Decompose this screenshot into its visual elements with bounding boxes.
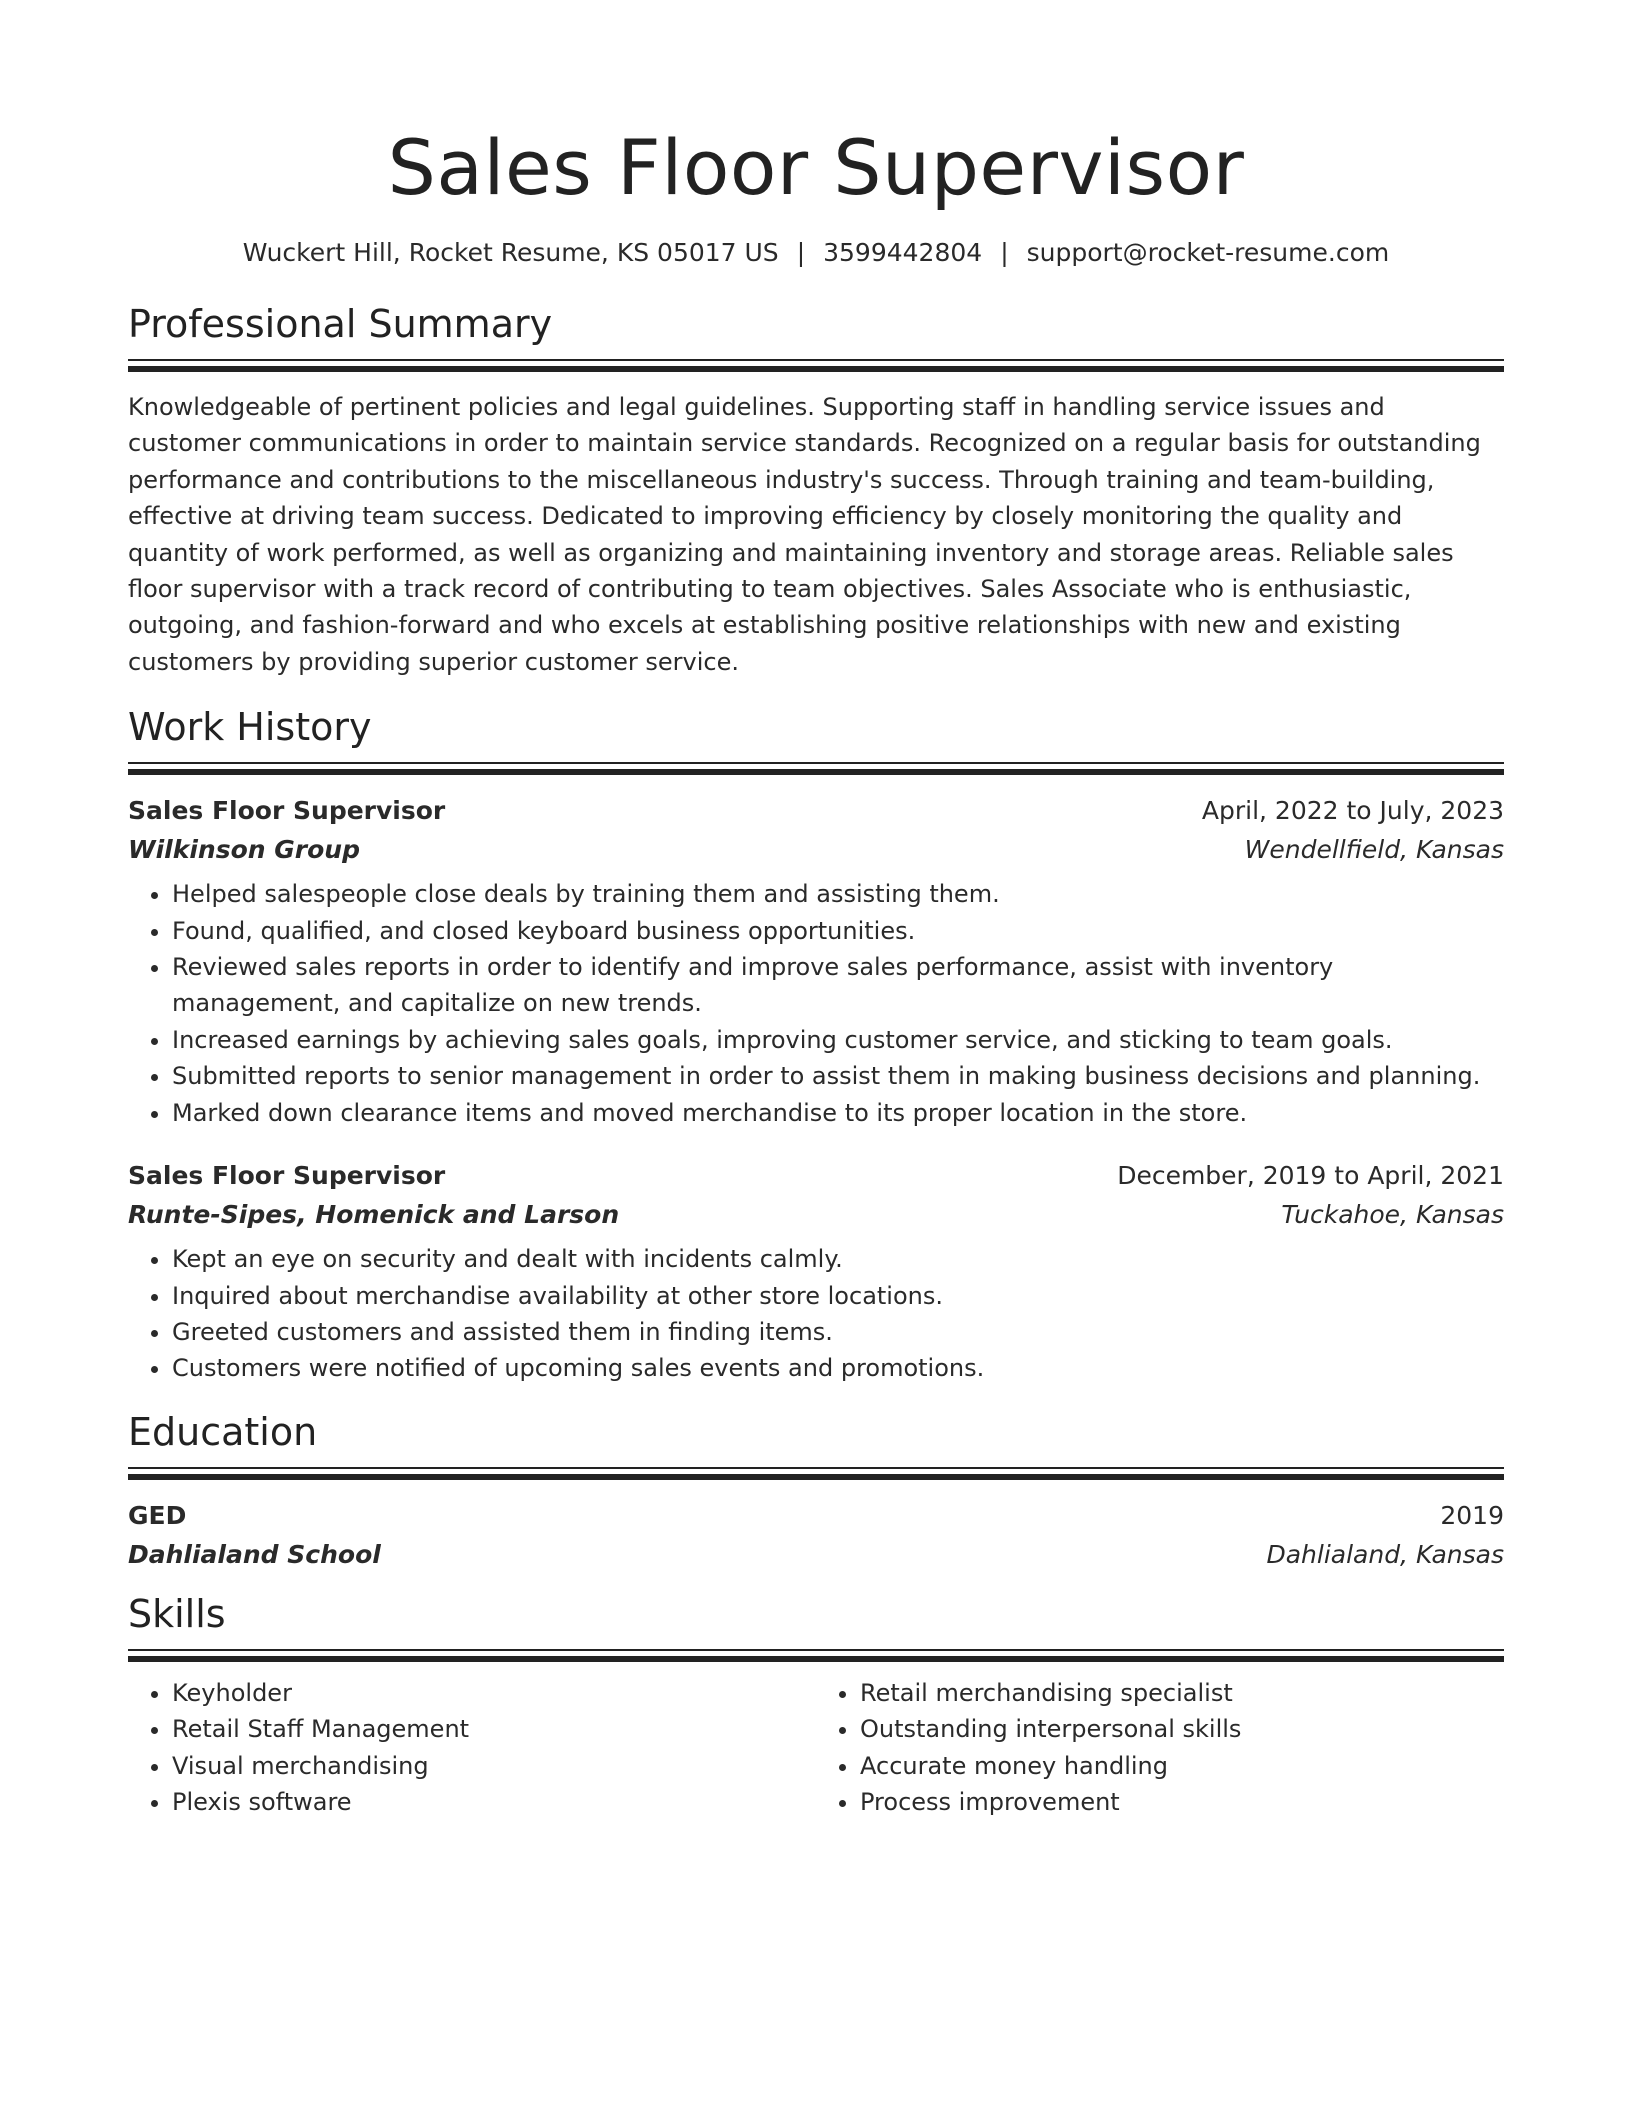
job-subheader bbox=[128, 1200, 1504, 1229]
contact-separator: | bbox=[796, 238, 806, 267]
list-item: • Greeted customers and assisted them in finding items. bbox=[172, 1314, 1504, 1350]
section-divider bbox=[128, 762, 1504, 776]
job-title: Sales Floor Supervisor bbox=[128, 796, 446, 826]
contact-address: Wuckert Hill, Rocket Resume, KS 05017 US bbox=[242, 238, 779, 267]
contact-email: support@rocket-resume.com bbox=[1026, 238, 1390, 267]
job-location: Wendellfield, Kansas bbox=[1244, 835, 1504, 865]
job-dates: December, 2019 to April, 2021 bbox=[1117, 1161, 1504, 1191]
list-item: • Process improvement bbox=[860, 1784, 1504, 1820]
job-subheader bbox=[128, 835, 1504, 864]
skills-column-left bbox=[128, 1675, 816, 1821]
skills-heading: Skills bbox=[128, 1591, 226, 1636]
education-heading: Education bbox=[128, 1409, 318, 1454]
skills-list bbox=[128, 1675, 816, 1821]
education-degree: GED bbox=[128, 1500, 187, 1530]
summary-section bbox=[128, 302, 1504, 680]
work-heading: Work History bbox=[128, 705, 372, 750]
summary-text: Knowledgeable of pertinent policies and legal guidelines. Supporting staff in handling service issues and customer communications in order to maintain service standards. Recognized on a regular basis for outstanding performance and contributions to the miscellaneous industry's success. Through training and team-building, effective at driving team success. Dedicated to improving efficiency by closely monitoring the quality and quantity of work performed, as well as organizing and maintaining inventory and storage areas. Reliable sales floor supervisor with a track record of contributing to team objectives. Sales Associate who is enthusiastic, outgoing, and fashion-forward and who excels at establishing positive relationships with new and existing customers by providing superior customer service. bbox=[128, 393, 1481, 676]
list-item: • Plexis software bbox=[172, 1784, 816, 1820]
section-divider bbox=[128, 1467, 1504, 1481]
list-item: • Helped salespeople close deals by training them and assisting them. bbox=[172, 876, 1504, 912]
job-bullets bbox=[128, 1241, 1504, 1387]
contact-phone: 3599442804 bbox=[823, 238, 983, 267]
job-header bbox=[128, 1161, 1504, 1190]
job-entry bbox=[128, 796, 1504, 1131]
skills-section bbox=[128, 1591, 1504, 1821]
list-item: • Customers were notified of upcoming sales events and promotions. bbox=[172, 1350, 1504, 1386]
education-section bbox=[128, 1409, 1504, 1569]
section-divider bbox=[128, 1649, 1504, 1663]
list-item: • Submitted reports to senior management in order to assist them in making business decisions and planning. bbox=[172, 1058, 1504, 1094]
list-item: • Marked down clearance items and moved merchandise to its proper location in the store. bbox=[172, 1095, 1504, 1131]
list-item: • Reviewed sales reports in order to identify and improve sales performance, assist with inventory management, and capitalize on new trends. bbox=[172, 949, 1504, 1022]
education-header bbox=[128, 1501, 1504, 1530]
list-item: • Keyholder bbox=[172, 1675, 816, 1711]
job-bullets bbox=[128, 876, 1504, 1131]
education-location: Dahlialand, Kansas bbox=[1266, 1539, 1504, 1569]
list-item: • Inquired about merchandise availability at other store locations. bbox=[172, 1278, 1504, 1314]
skills-column-right bbox=[816, 1675, 1504, 1821]
list-item: • Found, qualified, and closed keyboard business opportunities. bbox=[172, 913, 1504, 949]
skills-grid bbox=[128, 1675, 1504, 1821]
job-header bbox=[128, 796, 1504, 825]
list-item: • Outstanding interpersonal skills bbox=[860, 1711, 1504, 1747]
list-item: • Retail merchandising specialist bbox=[860, 1675, 1504, 1711]
list-item: • Retail Staff Management bbox=[172, 1711, 816, 1747]
list-item: • Kept an eye on security and dealt with incidents calmly. bbox=[172, 1241, 1504, 1277]
job-dates: April, 2022 to July, 2023 bbox=[1201, 796, 1504, 826]
job-company: Runte-Sipes, Homenick and Larson bbox=[128, 1200, 620, 1230]
resume-name: Sales Floor Supervisor bbox=[387, 123, 1245, 212]
job-company: Wilkinson Group bbox=[128, 835, 360, 865]
list-item: • Increased earnings by achieving sales goals, improving customer service, and sticking to team goals. bbox=[172, 1022, 1504, 1058]
job-entry bbox=[128, 1161, 1504, 1387]
list-item: • Accurate money handling bbox=[860, 1748, 1504, 1784]
work-section bbox=[128, 705, 1504, 1386]
education-year: 2019 bbox=[1440, 1500, 1504, 1530]
education-subheader bbox=[128, 1540, 1504, 1569]
summary-heading: Professional Summary bbox=[128, 302, 553, 346]
contact-line bbox=[128, 238, 1504, 267]
section-divider bbox=[128, 359, 1504, 373]
job-location: Tuckahoe, Kansas bbox=[1281, 1200, 1504, 1230]
list-item: • Visual merchandising bbox=[172, 1748, 816, 1784]
skills-list bbox=[816, 1675, 1504, 1821]
contact-separator: | bbox=[1000, 238, 1009, 267]
education-school: Dahlialand School bbox=[128, 1539, 381, 1569]
job-title: Sales Floor Supervisor bbox=[128, 1161, 446, 1191]
